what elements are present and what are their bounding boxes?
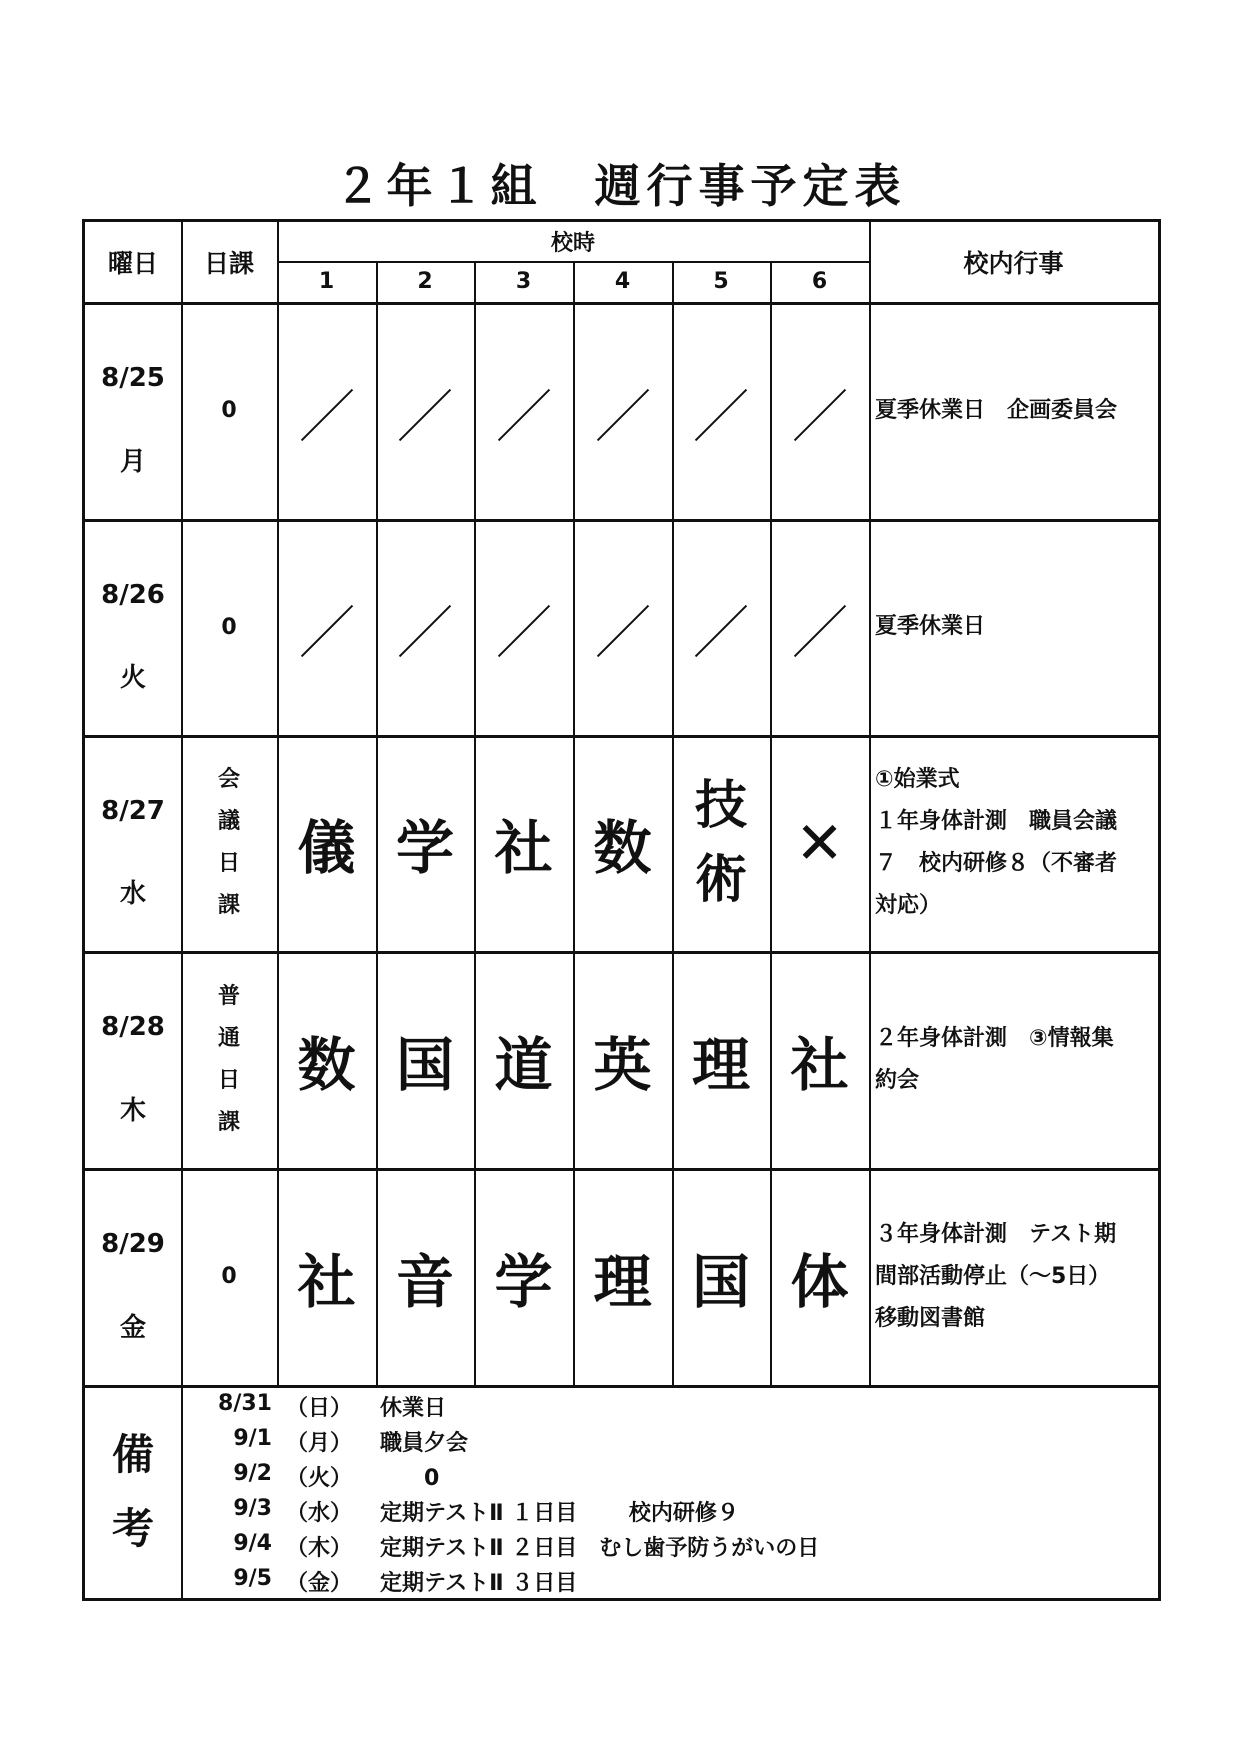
day-date: 8/29 [101,1228,165,1259]
day-date: 8/27 [101,795,165,826]
day-weekday: 火 [119,663,146,694]
note-text: 定期テストⅡ ３日目 [380,1571,578,1596]
header-period-2: 2 [417,269,433,294]
no-class-slash [596,389,648,441]
header-nikka: 日課 [203,249,254,278]
note-weekday: （金） [286,1571,353,1596]
period-cell: 理 [691,1030,750,1099]
page-title: ２年１組 週行事予定表 [334,159,907,213]
note-date: 9/2 [233,1461,272,1486]
note-date: 9/1 [233,1426,272,1451]
note-date: 9/5 [233,1566,272,1591]
period-cell: 社 [494,814,553,882]
row-divider [85,1385,1158,1388]
period-cell: 道 [494,1030,553,1099]
header-events: 校内行事 [963,249,1064,278]
header-youbi: 曜日 [107,249,158,278]
schedule-table [82,219,1161,1601]
header-koji: 校時 [550,231,595,256]
note-text: 0 [380,1466,440,1491]
period-cell: 儀 [297,814,356,882]
col-divider-events [869,222,871,1385]
header-period-6: 6 [811,269,828,294]
no-class-slash [300,605,352,657]
note-date: 9/4 [233,1531,272,1556]
no-class-slash [695,389,747,441]
no-class-slash [793,605,845,657]
note-date: 8/31 [218,1391,272,1416]
period-cell: 学 [395,814,454,882]
no-class-slash [300,389,352,441]
header-period-3: 3 [515,269,532,294]
day-event: 夏季休業日 企画委員会 [875,397,1118,423]
period-cell: 数 [297,1030,356,1099]
day-weekday: 木 [119,1095,146,1126]
day-nikka: 0 [221,614,237,640]
period-cell: 体 [790,1247,849,1316]
period-cell: 技 術 [694,776,747,910]
day-weekday: 金 [119,1312,146,1343]
header-period-1: 1 [318,269,335,294]
period-cell: 社 [790,1030,849,1099]
header-period-5: 5 [713,269,729,294]
note-weekday: （水） [286,1501,353,1526]
bikou-label: 備 考 [111,1429,154,1553]
header-period-4: 4 [614,269,631,294]
day-date: 8/25 [101,362,165,393]
day-event: ３年身体計測 テスト期 間部活動停止（～5日） 移動図書館 [875,1221,1117,1331]
note-text: 休業日 [380,1396,447,1421]
period-cell: 社 [297,1247,356,1316]
note-text: 職員夕会 [380,1431,469,1456]
period-cell: 数 [593,814,652,882]
period-cell: 学 [494,1247,553,1316]
day-weekday: 月 [119,446,146,477]
day-event: 夏季休業日 [875,614,986,639]
day-date: 8/28 [101,1011,165,1042]
note-weekday: （日） [286,1396,353,1421]
no-class-slash [596,605,648,657]
day-event: ２年身体計測 ③情報集 約会 [875,1025,1114,1093]
no-class-slash [399,389,451,441]
day-nikka: 普 通 日 課 [217,983,240,1135]
day-event: ①始業式 １年身体計測 職員会議 ７ 校内研修８（不審者 対応） [875,767,1118,918]
day-date: 8/26 [101,579,165,610]
note-weekday: （木） [286,1536,353,1561]
note-text: 定期テストⅡ １日目 校内研修９ [380,1501,739,1526]
note-weekday: （月） [286,1431,353,1456]
note-date: 9/3 [233,1496,272,1521]
day-nikka: 会 議 日 課 [217,767,240,918]
no-class-slash [793,389,845,441]
no-class-slash [497,605,549,657]
period-cell: ✕ [795,809,844,877]
period-cell: 英 [593,1030,652,1099]
no-class-slash [497,389,549,441]
day-weekday: 水 [119,879,146,910]
period-cell: 理 [593,1247,652,1316]
period-cell: 国 [691,1247,750,1316]
note-text: 定期テストⅡ ２日目 むし歯予防うがいの日 [380,1536,820,1561]
note-weekday: （火） [286,1466,353,1491]
no-class-slash [695,605,747,657]
day-nikka: 0 [221,398,237,423]
period-cell: 音 [395,1247,454,1316]
period-cell: 国 [395,1030,454,1099]
no-class-slash [399,605,451,657]
day-nikka: 0 [221,1264,237,1289]
